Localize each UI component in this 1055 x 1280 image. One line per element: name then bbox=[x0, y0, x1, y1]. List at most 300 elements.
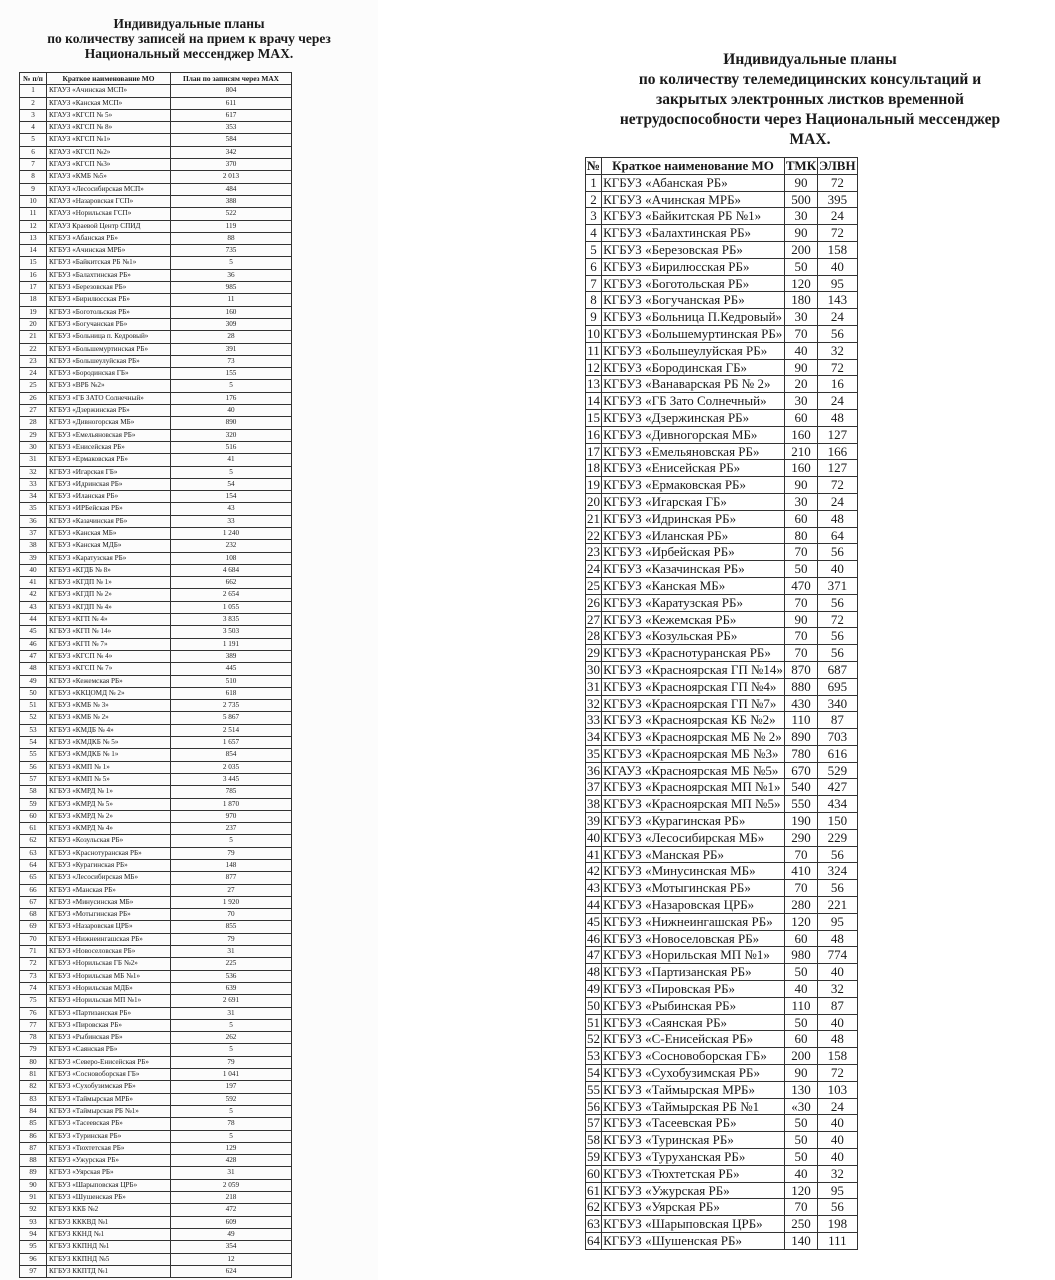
row-number: 8 bbox=[20, 171, 47, 183]
plan-value: 1 240 bbox=[171, 527, 292, 539]
row-number: 39 bbox=[20, 552, 47, 564]
table-row bbox=[586, 745, 858, 762]
row-number: 64 bbox=[587, 1233, 601, 1248]
table-row bbox=[586, 225, 858, 242]
row-number: 46 bbox=[587, 930, 601, 946]
elvn-value: 56 bbox=[818, 846, 857, 863]
elvn-value: 143 bbox=[818, 292, 857, 309]
org-name: КГБУЗ «Ужурская РБ» bbox=[602, 1182, 785, 1199]
table-row bbox=[586, 561, 858, 578]
plan-value: 36 bbox=[171, 269, 292, 281]
org-name: КГБУЗ «Тюхтетская РБ» bbox=[47, 1142, 171, 1154]
plan-value: 484 bbox=[171, 183, 292, 195]
row-number: 75 bbox=[20, 995, 47, 1007]
org-name: КГБУЗ «Ванаварская РБ № 2» bbox=[602, 376, 785, 393]
table-row bbox=[20, 589, 292, 601]
row-number: 29 bbox=[587, 645, 601, 661]
table-row bbox=[20, 946, 292, 958]
plan-value: 73 bbox=[171, 355, 292, 367]
row-number: 51 bbox=[587, 1014, 601, 1030]
table-row bbox=[20, 109, 292, 121]
row-number: 61 bbox=[587, 1182, 601, 1198]
row-number: 28 bbox=[587, 628, 601, 644]
tmk-value: 160 bbox=[784, 426, 817, 443]
table-row bbox=[586, 947, 858, 964]
row-number: 92 bbox=[20, 1204, 47, 1216]
org-name: КГБУЗ «КГДБ № 8» bbox=[47, 564, 171, 576]
elvn-value: 774 bbox=[818, 947, 857, 964]
org-name: КГБУЗ «Бородинская ГБ» bbox=[47, 368, 171, 380]
table-row bbox=[586, 241, 858, 258]
right-title-line: по количеству телемедицинских консультаций и bbox=[638, 71, 982, 88]
elvn-value: 72 bbox=[818, 477, 857, 494]
tmk-value: 50 bbox=[784, 1014, 817, 1031]
org-name: КГБУЗ «Лесосибирская МБ» bbox=[47, 872, 171, 884]
row-number: 33 bbox=[587, 712, 601, 728]
plan-value: 5 bbox=[171, 380, 292, 392]
elvn-value: 24 bbox=[818, 1098, 857, 1115]
tmk-value: 30 bbox=[784, 393, 817, 410]
org-name: КГБУЗ «Красноярская МБ №3» bbox=[602, 745, 785, 762]
org-name: КГБУЗ «Красноярская ГП №4» bbox=[602, 678, 785, 695]
org-name: КГБУЗ «Козульская РБ» bbox=[602, 628, 785, 645]
plan-value: 3 445 bbox=[171, 773, 292, 785]
tmk-value: 40 bbox=[784, 342, 817, 359]
tmk-value: 50 bbox=[784, 964, 817, 981]
plan-value: 2 059 bbox=[171, 1179, 292, 1191]
tmk-value: 50 bbox=[784, 1132, 817, 1149]
org-name: КГБУЗ «Дзержинская РБ» bbox=[47, 405, 171, 417]
org-name: КГБУЗ «Игарская ГБ» bbox=[47, 466, 171, 478]
table-row bbox=[20, 134, 292, 146]
table-row bbox=[20, 343, 292, 355]
elvn-value: 40 bbox=[818, 561, 857, 578]
elvn-value: 72 bbox=[818, 174, 857, 191]
org-name: КГБУЗ «Емельяновская РБ» bbox=[47, 429, 171, 441]
row-number: 14 bbox=[20, 245, 47, 257]
plan-value: 617 bbox=[171, 109, 292, 121]
elvn-value: 32 bbox=[818, 1165, 857, 1182]
table-row bbox=[20, 626, 292, 638]
table-row bbox=[20, 884, 292, 896]
row-number: 59 bbox=[20, 798, 47, 810]
row-number: 93 bbox=[20, 1216, 47, 1228]
left-table-body bbox=[20, 85, 292, 1278]
plan-value: 354 bbox=[171, 1241, 292, 1253]
org-name: КГБУЗ «КГСП № 7» bbox=[47, 663, 171, 675]
table-row bbox=[20, 614, 292, 626]
plan-value: 3 503 bbox=[171, 626, 292, 638]
elvn-value: 56 bbox=[818, 325, 857, 342]
row-number: 44 bbox=[20, 614, 47, 626]
table-row bbox=[20, 1253, 292, 1265]
tmk-value: 980 bbox=[784, 947, 817, 964]
plan-value: 41 bbox=[171, 454, 292, 466]
row-number: 81 bbox=[20, 1069, 47, 1081]
table-row bbox=[20, 564, 292, 576]
plan-value: 5 867 bbox=[171, 712, 292, 724]
row-number: 94 bbox=[20, 1228, 47, 1240]
row-number: 82 bbox=[20, 1081, 47, 1093]
row-number: 11 bbox=[587, 342, 600, 358]
org-name: КГБУЗ «Ермаковская РБ» bbox=[47, 454, 171, 466]
row-number: 52 bbox=[587, 1031, 601, 1047]
table-row bbox=[586, 1081, 858, 1098]
org-name: КГБУЗ «ККЦОМД № 2» bbox=[47, 687, 171, 699]
plan-value: 890 bbox=[171, 417, 292, 429]
plan-value: 353 bbox=[171, 122, 292, 134]
org-name: КГБУЗ «Иланская РБ» bbox=[47, 491, 171, 503]
row-number: 18 bbox=[587, 460, 601, 476]
table-row bbox=[20, 712, 292, 724]
row-number: 54 bbox=[20, 737, 47, 749]
plan-value: 155 bbox=[171, 368, 292, 380]
plan-value: 342 bbox=[171, 146, 292, 158]
plan-value: 119 bbox=[171, 220, 292, 232]
table-row bbox=[20, 85, 292, 97]
row-number: 42 bbox=[20, 589, 47, 601]
row-number: 80 bbox=[20, 1056, 47, 1068]
tmk-value: 200 bbox=[784, 1048, 817, 1065]
org-name: КГБУЗ «КГП № 14» bbox=[47, 626, 171, 638]
org-name: КГБУЗ «ИРБейская РБ» bbox=[47, 503, 171, 515]
row-number: 55 bbox=[20, 749, 47, 761]
table-row bbox=[20, 1179, 292, 1191]
table-row bbox=[20, 1069, 292, 1081]
elvn-value: 40 bbox=[818, 1149, 857, 1166]
row-number: 51 bbox=[20, 700, 47, 712]
row-number: 10 bbox=[587, 325, 601, 341]
org-name: КГБУЗ «КМДКБ № 5» bbox=[47, 737, 171, 749]
table-row bbox=[586, 1132, 858, 1149]
table-row bbox=[586, 409, 858, 426]
elvn-value: 24 bbox=[818, 493, 857, 510]
tmk-value: 890 bbox=[784, 729, 817, 746]
elvn-value: 40 bbox=[818, 964, 857, 981]
table-row bbox=[586, 493, 858, 510]
table-row bbox=[586, 1031, 858, 1048]
row-number: 16 bbox=[20, 269, 47, 281]
org-name: КГАУЗ «КГСП №1» bbox=[47, 134, 171, 146]
table-row bbox=[586, 829, 858, 846]
org-name: КГБУЗ «Богучанская РБ» bbox=[47, 318, 171, 330]
elvn-value: 72 bbox=[818, 611, 857, 628]
column-header-tmk: ТМК bbox=[785, 158, 817, 173]
tmk-value: 30 bbox=[784, 493, 817, 510]
plan-value: 472 bbox=[171, 1204, 292, 1216]
plan-value: 160 bbox=[171, 306, 292, 318]
table-row bbox=[20, 429, 292, 441]
table-row bbox=[586, 325, 858, 342]
tmk-value: 90 bbox=[784, 1065, 817, 1082]
row-number: 8 bbox=[586, 292, 602, 309]
org-name: КГБУЗ «Таймырская РБ №1» bbox=[47, 1105, 171, 1117]
org-name: КГБУЗ «Назаровская ЦРБ» bbox=[602, 897, 785, 914]
left-plan-table bbox=[19, 72, 292, 1278]
org-name: КГБУЗ «Саянская РБ» bbox=[602, 1014, 785, 1031]
table-row bbox=[586, 309, 858, 326]
table-row bbox=[586, 376, 858, 393]
row-number: 90 bbox=[20, 1179, 47, 1191]
elvn-value: 72 bbox=[818, 1065, 857, 1082]
plan-value: 609 bbox=[171, 1216, 292, 1228]
org-name: КГБУЗ «Богучанская РБ» bbox=[602, 292, 785, 309]
elvn-value: 87 bbox=[818, 712, 857, 729]
elvn-value: 40 bbox=[818, 1115, 857, 1132]
row-number: 41 bbox=[20, 577, 47, 589]
right-title-line: Индивидуальные планы bbox=[723, 51, 897, 68]
org-name: КГБУЗ «Березовская РБ» bbox=[47, 282, 171, 294]
org-name: КГБУЗ «Большемуртинская РБ» bbox=[602, 325, 785, 342]
tmk-value: 880 bbox=[784, 678, 817, 695]
row-number: 57 bbox=[587, 1115, 601, 1131]
row-number: 3 bbox=[20, 109, 47, 121]
row-number: 30 bbox=[587, 661, 601, 677]
tmk-value: 120 bbox=[784, 913, 817, 930]
row-number: 37 bbox=[20, 527, 47, 539]
org-name: КГАУЗ «КГСП №2» bbox=[47, 146, 171, 158]
row-number: 40 bbox=[20, 564, 47, 576]
plan-value: 176 bbox=[171, 392, 292, 404]
elvn-value: 16 bbox=[818, 376, 857, 393]
table-row bbox=[20, 441, 292, 453]
org-name: КГБУЗ «Норильская ГБ №2» bbox=[47, 958, 171, 970]
row-number: 38 bbox=[587, 796, 601, 812]
plan-value: 370 bbox=[171, 159, 292, 171]
row-number: 31 bbox=[20, 454, 47, 466]
row-number: 66 bbox=[20, 884, 47, 896]
row-number: 27 bbox=[20, 405, 47, 417]
row-number: 18 bbox=[20, 294, 47, 306]
table-row bbox=[20, 1204, 292, 1216]
row-number: 74 bbox=[20, 982, 47, 994]
org-name: КГАУЗ Краевой Центр СПИД bbox=[47, 220, 171, 232]
elvn-value: 150 bbox=[818, 813, 857, 830]
table-row bbox=[20, 1032, 292, 1044]
plan-value: 43 bbox=[171, 503, 292, 515]
row-number: 52 bbox=[20, 712, 47, 724]
right-title-line: нетрудоспособности через Национальный мессенджер bbox=[619, 111, 1001, 128]
table-row bbox=[586, 527, 858, 544]
table-row bbox=[586, 779, 858, 796]
table-row bbox=[586, 897, 858, 914]
row-number: 10 bbox=[20, 195, 47, 207]
row-number: 33 bbox=[20, 478, 47, 490]
org-name: КГБУЗ «Нижнеингашская РБ» bbox=[47, 933, 171, 945]
table-row bbox=[20, 687, 292, 699]
tmk-value: 280 bbox=[784, 897, 817, 914]
org-name: КГАУЗ «Канская МСП» bbox=[47, 97, 171, 109]
plan-value: 1 191 bbox=[171, 638, 292, 650]
org-name: КГБУЗ «Новоселовская РБ» bbox=[47, 946, 171, 958]
table-row bbox=[20, 761, 292, 773]
org-name: КГБУЗ «Сосновоборская ГБ» bbox=[602, 1048, 785, 1065]
row-number: 60 bbox=[20, 810, 47, 822]
org-name: КГБУЗ «Ачинская МРБ» bbox=[602, 191, 785, 208]
row-number: 50 bbox=[20, 687, 47, 699]
table-row bbox=[586, 762, 858, 779]
table-row bbox=[586, 997, 858, 1014]
elvn-value: 24 bbox=[818, 393, 857, 410]
elvn-value: 40 bbox=[818, 1014, 857, 1031]
row-number: 56 bbox=[20, 761, 47, 773]
org-name: КГБУЗ «ВРБ №2» bbox=[47, 380, 171, 392]
elvn-value: 56 bbox=[818, 1199, 857, 1216]
row-number: 13 bbox=[20, 232, 47, 244]
elvn-value: 616 bbox=[818, 745, 857, 762]
org-name: КГБУЗ «Сухобузимская РБ» bbox=[47, 1081, 171, 1093]
row-number: 2 bbox=[586, 191, 602, 208]
plan-value: 12 bbox=[171, 1253, 292, 1265]
table-row bbox=[20, 466, 292, 478]
elvn-value: 103 bbox=[818, 1081, 857, 1098]
plan-value: 3 835 bbox=[171, 614, 292, 626]
elvn-value: 24 bbox=[818, 309, 857, 326]
row-number: 49 bbox=[587, 981, 601, 997]
elvn-value: 395 bbox=[818, 191, 857, 208]
org-name: КГАУЗ «КГСП № 8» bbox=[47, 122, 171, 134]
left-table-header-row bbox=[20, 73, 292, 85]
table-row bbox=[586, 611, 858, 628]
org-name: КГБУЗ «Емельяновская РБ» bbox=[602, 443, 785, 460]
elvn-value: 87 bbox=[818, 997, 857, 1014]
tmk-value: 550 bbox=[784, 796, 817, 813]
column-header-org-name: Краткое наименование МО bbox=[602, 158, 785, 175]
row-number: 62 bbox=[20, 835, 47, 847]
table-row bbox=[586, 813, 858, 830]
table-row bbox=[20, 146, 292, 158]
plan-value: 232 bbox=[171, 540, 292, 552]
table-row bbox=[20, 1167, 292, 1179]
table-row bbox=[586, 258, 858, 275]
row-number: 44 bbox=[587, 897, 601, 913]
table-row bbox=[586, 460, 858, 477]
org-name: КГАУЗ «Ачинская МСП» bbox=[47, 85, 171, 97]
row-number: 35 bbox=[587, 745, 601, 761]
table-row bbox=[586, 846, 858, 863]
table-row bbox=[20, 417, 292, 429]
plan-value: 624 bbox=[171, 1265, 292, 1277]
plan-value: 237 bbox=[171, 823, 292, 835]
table-row bbox=[586, 577, 858, 594]
org-name: КГБУЗ «Саянская РБ» bbox=[47, 1044, 171, 1056]
org-name: КГБУЗ «Больница п. Кедровый» bbox=[47, 331, 171, 343]
elvn-value: 95 bbox=[818, 1182, 857, 1199]
table-row bbox=[20, 1142, 292, 1154]
org-name: КГБУЗ ККПНД №1 bbox=[47, 1241, 171, 1253]
row-number: 43 bbox=[587, 880, 601, 896]
org-name: КГБУЗ «Курагинская РБ» bbox=[47, 860, 171, 872]
row-number: 7 bbox=[586, 275, 602, 292]
org-name: КГБУЗ «КМДКБ № 1» bbox=[47, 749, 171, 761]
tmk-value: 50 bbox=[784, 258, 817, 275]
plan-value: 592 bbox=[171, 1093, 292, 1105]
org-name: КГБУЗ «Абанская РБ» bbox=[602, 174, 785, 191]
plan-value: 309 bbox=[171, 318, 292, 330]
plan-value: 108 bbox=[171, 552, 292, 564]
org-name: КГБУЗ «Боготольская РБ» bbox=[47, 306, 171, 318]
org-name: КГБУЗ «Манская РБ» bbox=[47, 884, 171, 896]
org-name: КГБУЗ «Абанская РБ» bbox=[47, 232, 171, 244]
plan-value: 536 bbox=[171, 970, 292, 982]
row-number: 21 bbox=[20, 331, 47, 343]
row-number: 88 bbox=[20, 1155, 47, 1167]
row-number: 3 bbox=[586, 208, 602, 225]
row-number: 57 bbox=[20, 773, 47, 785]
row-number: 84 bbox=[20, 1105, 47, 1117]
table-row bbox=[586, 645, 858, 662]
elvn-value: 127 bbox=[818, 426, 857, 443]
tmk-value: 70 bbox=[784, 594, 817, 611]
org-name: КГБУЗ «Уярская РБ» bbox=[47, 1167, 171, 1179]
row-number: 5 bbox=[20, 134, 47, 146]
row-number: 65 bbox=[20, 872, 47, 884]
row-number: 53 bbox=[587, 1048, 601, 1064]
right-plan-table bbox=[585, 157, 858, 1250]
table-row bbox=[20, 478, 292, 490]
row-number: 48 bbox=[587, 964, 601, 980]
row-number: 61 bbox=[20, 823, 47, 835]
table-row bbox=[586, 359, 858, 376]
row-number: 27 bbox=[587, 611, 601, 627]
elvn-value: 56 bbox=[818, 544, 857, 561]
table-row bbox=[586, 393, 858, 410]
org-name: КГБУЗ «КМРД № 5» bbox=[47, 798, 171, 810]
row-number: 6 bbox=[20, 146, 47, 158]
table-row bbox=[20, 97, 292, 109]
org-name: КГБУЗ «Боготольская РБ» bbox=[602, 275, 785, 292]
elvn-value: 95 bbox=[818, 275, 857, 292]
column-header-number: № п/п bbox=[20, 73, 47, 85]
org-name: КГБУЗ «Норильская МДБ» bbox=[47, 982, 171, 994]
tmk-value: 160 bbox=[784, 460, 817, 477]
tmk-value: 140 bbox=[784, 1233, 817, 1250]
table-row bbox=[586, 1048, 858, 1065]
elvn-value: 56 bbox=[818, 645, 857, 662]
org-name: КГБУЗ «Казачинская РБ» bbox=[47, 515, 171, 527]
elvn-value: 111 bbox=[818, 1233, 857, 1250]
elvn-value: 48 bbox=[818, 930, 857, 947]
org-name: КГБУЗ «Нижнеингашская РБ» bbox=[602, 913, 785, 930]
org-name: КГБУЗ «Пировская РБ» bbox=[602, 981, 785, 998]
row-number: 42 bbox=[587, 863, 601, 879]
elvn-value: 56 bbox=[818, 628, 857, 645]
org-name: КГБУЗ ККПНД №5 bbox=[47, 1253, 171, 1265]
org-name: КГБУЗ «Мотыгинская РБ» bbox=[47, 909, 171, 921]
tmk-value: 430 bbox=[784, 695, 817, 712]
table-row bbox=[20, 195, 292, 207]
tmk-value: 20 bbox=[784, 376, 817, 393]
table-row bbox=[586, 594, 858, 611]
table-row bbox=[586, 208, 858, 225]
org-name: КГБУЗ «Бородинская ГБ» bbox=[602, 359, 785, 376]
plan-value: 985 bbox=[171, 282, 292, 294]
table-row bbox=[20, 1019, 292, 1031]
table-row bbox=[20, 970, 292, 982]
left-title-line: по количеству записей на прием к врачу через bbox=[47, 31, 331, 46]
row-number: 12 bbox=[20, 220, 47, 232]
row-number: 6 bbox=[586, 258, 602, 275]
org-name: КГБУЗ «Дивногорская МБ» bbox=[602, 426, 785, 443]
org-name: КГАУЗ «КМБ №5» bbox=[47, 171, 171, 183]
table-row bbox=[586, 964, 858, 981]
tmk-value: 90 bbox=[784, 359, 817, 376]
table-row bbox=[20, 331, 292, 343]
row-number: 86 bbox=[20, 1130, 47, 1142]
org-name: КГБУЗ ККНД №1 bbox=[47, 1228, 171, 1240]
org-name: КГБУЗ «Березовская РБ» bbox=[602, 241, 785, 258]
table-row bbox=[586, 729, 858, 746]
